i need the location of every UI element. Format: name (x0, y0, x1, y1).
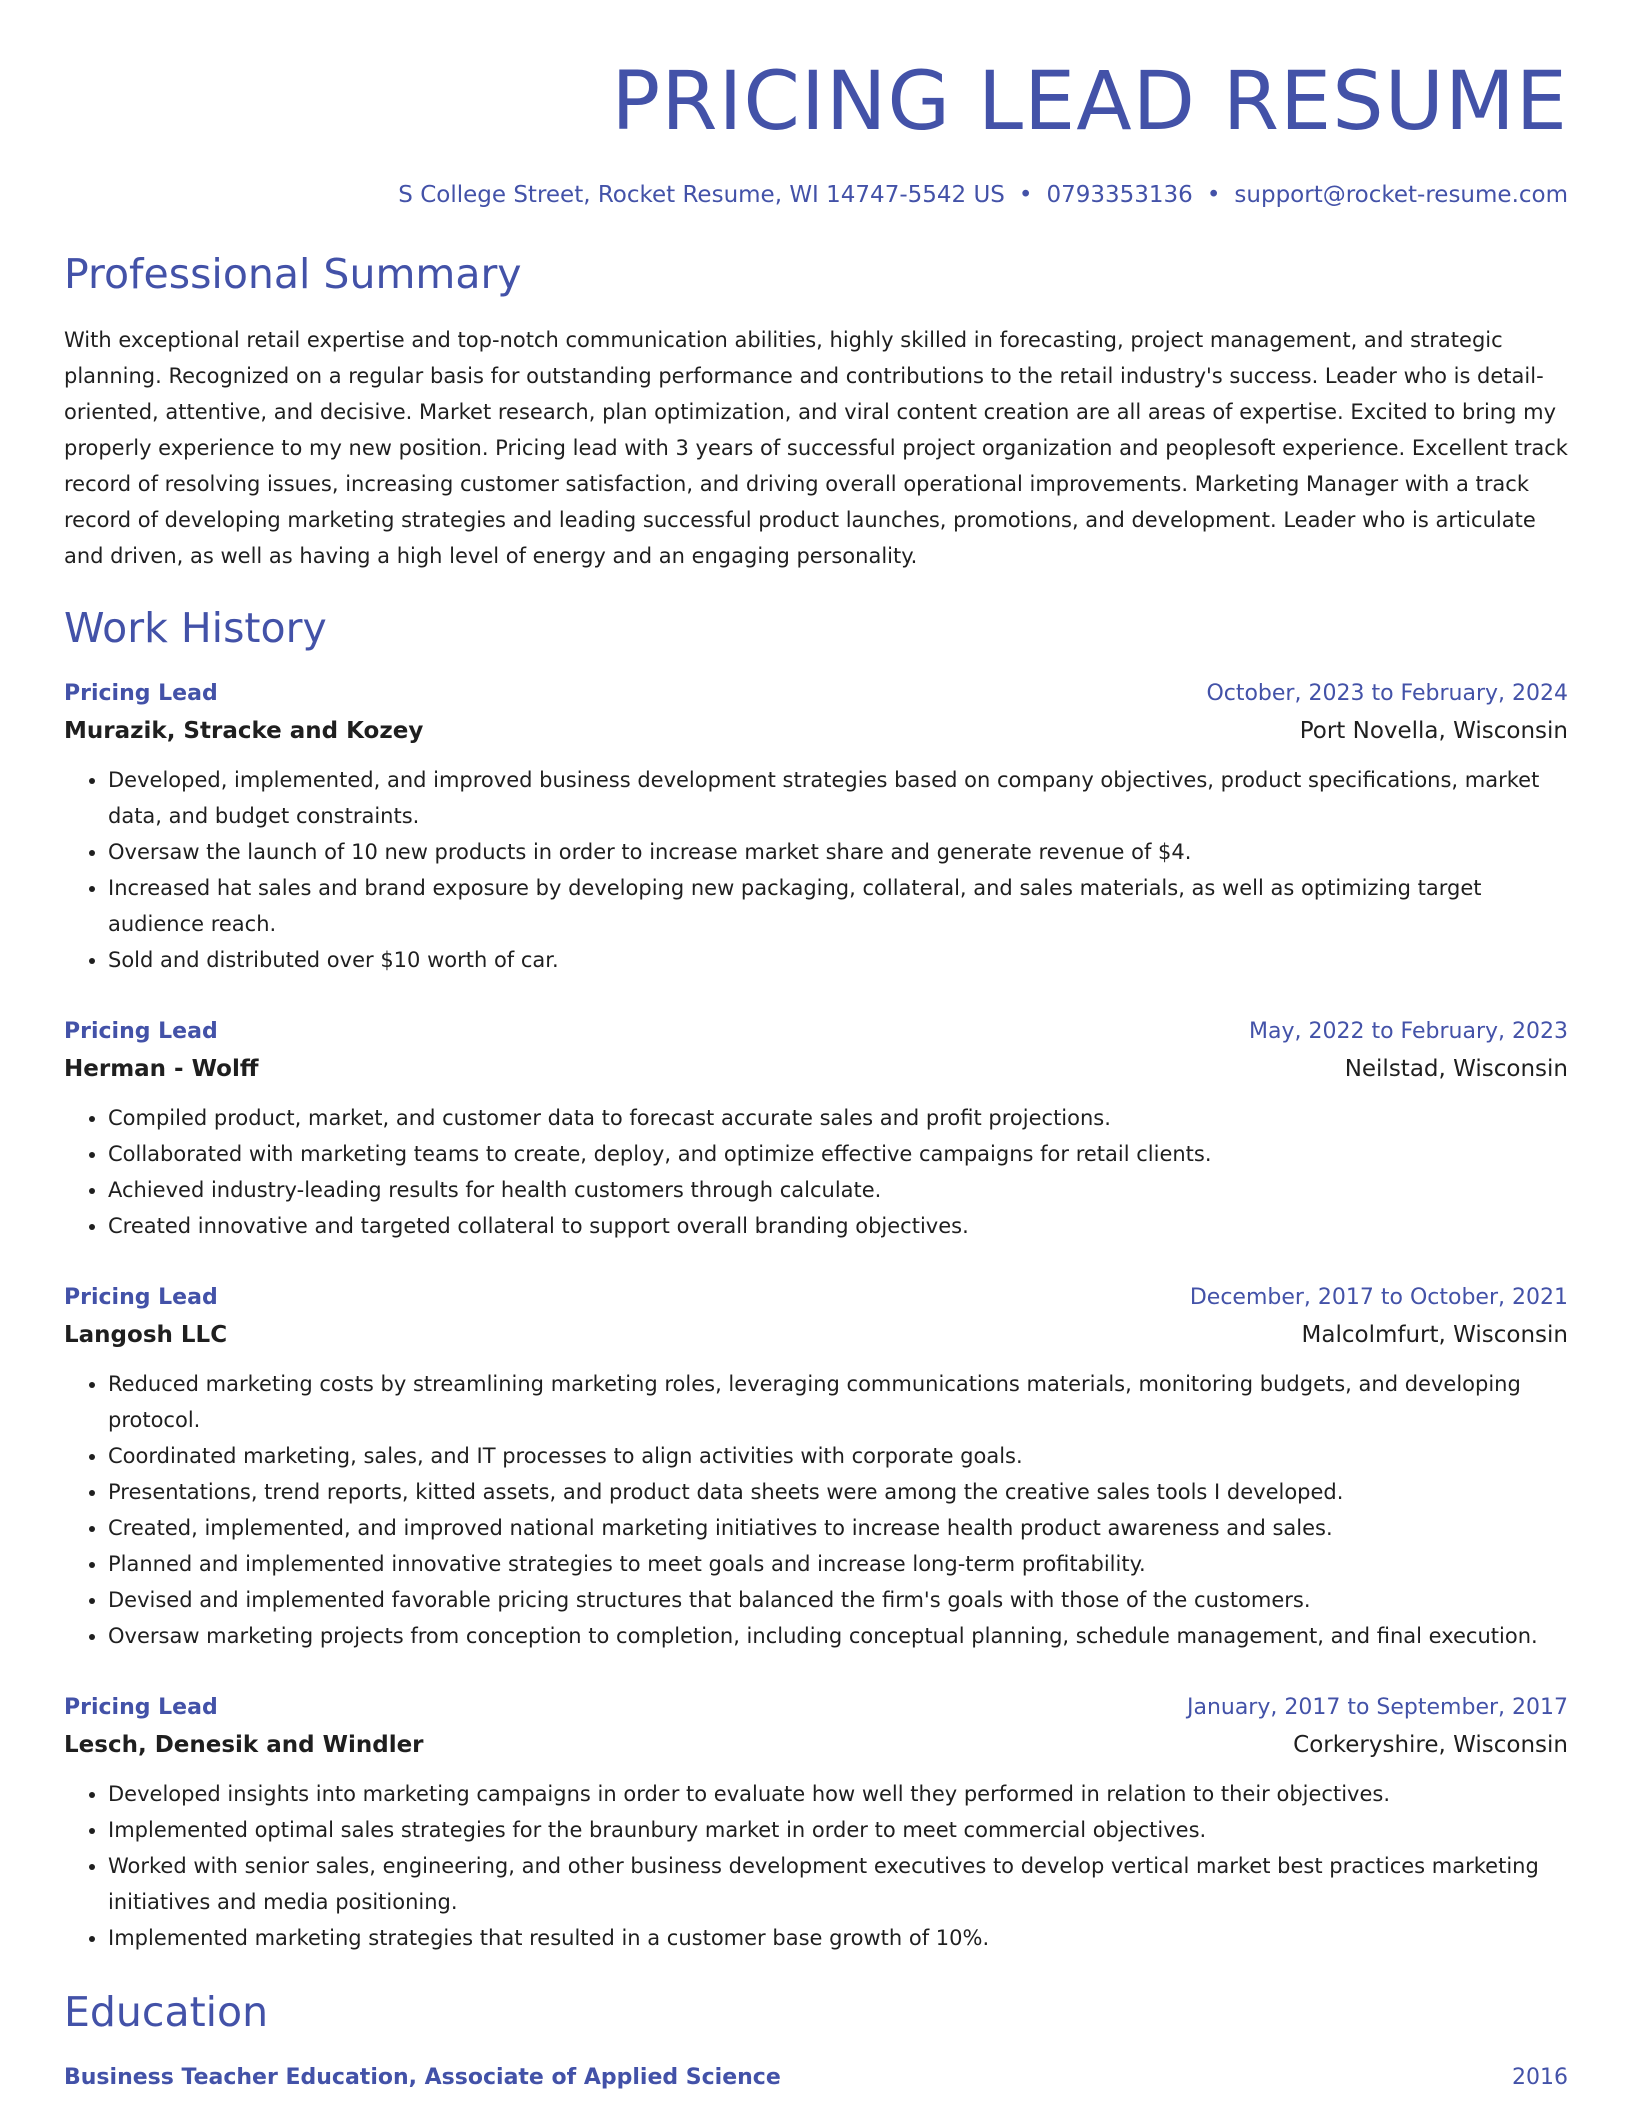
contact-line (64, 180, 1568, 210)
contact-separator: • (1018, 182, 1033, 208)
job-bullet: • Sold and distributed over $10 worth of car. (108, 942, 1568, 978)
job-bullets (64, 1100, 1568, 1244)
job-bullet: • Developed insights into marketing campaigns in order to evaluate how well they performed in relation to their objectives. (108, 1776, 1568, 1812)
job-location: Port Novella, Wisconsin (1299, 718, 1568, 744)
job-location: Malcolmfurt, Wisconsin (1301, 1322, 1568, 1348)
contact-separator: • (1206, 182, 1221, 208)
job-dates: October, 2023 to February, 2024 (1206, 681, 1568, 706)
job-header-row (64, 1280, 1568, 1316)
job-entry (64, 676, 1568, 978)
job-employer-row (64, 1050, 1568, 1088)
contact-email[interactable]: support@rocket-resume.com (1234, 182, 1568, 208)
job-title: Pricing Lead (64, 681, 218, 706)
job-employer-row (64, 712, 1568, 750)
job-bullet: • Reduced marketing costs by streamlining marketing roles, leveraging communications materials, monitoring budgets, and developing protocol. (108, 1366, 1568, 1438)
professional-summary-section (64, 248, 1568, 574)
job-bullets (64, 762, 1568, 978)
job-dates: December, 2017 to October, 2021 (1189, 1285, 1568, 1310)
job-bullet: • Compiled product, market, and customer data to forecast accurate sales and profit projections. (108, 1100, 1568, 1136)
job-bullet: • Devised and implemented favorable pricing structures that balanced the firm's goals with those of the customers. (108, 1582, 1568, 1618)
job-bullet: • Oversaw the launch of 10 new products in order to increase market share and generate revenue of $4. (108, 834, 1568, 870)
job-company: Murazik, Stracke and Kozey (64, 718, 424, 744)
job-bullets (64, 1776, 1568, 1956)
job-bullet: • Created innovative and targeted collateral to support overall branding objectives. (108, 1208, 1568, 1244)
job-bullet: • Achieved industry-leading results for health customers through calculate. (108, 1172, 1568, 1208)
job-title: Pricing Lead (64, 1285, 218, 1310)
job-dates: January, 2017 to September, 2017 (1186, 1695, 1568, 1720)
job-bullet: • Developed, implemented, and improved business development strategies based on company objectives, product specifications, market data, and budget constraints. (108, 762, 1568, 834)
job-dates: May, 2022 to February, 2023 (1249, 1019, 1568, 1044)
job-entry (64, 1280, 1568, 1654)
contact-phone: 0793353136 (1046, 182, 1193, 208)
job-company: Langosh LLC (64, 1322, 228, 1348)
job-employer-row (64, 1726, 1568, 1764)
job-header-row (64, 676, 1568, 712)
section-title-work: Work History (64, 604, 327, 652)
resume-header (64, 0, 1568, 210)
job-bullet: • Oversaw marketing projects from conception to completion, including conceptual planning, schedule management, and final execution. (108, 1618, 1568, 1654)
job-title: Pricing Lead (64, 1019, 218, 1044)
section-title-education: Education (64, 1988, 269, 2036)
job-location: Neilstad, Wisconsin (1344, 1056, 1568, 1082)
job-bullet: • Presentations, trend reports, kitted assets, and product data sheets were among the creative sales tools I developed. (108, 1474, 1568, 1510)
job-employer-row (64, 1316, 1568, 1354)
section-title-summary: Professional Summary (64, 250, 522, 298)
education-row (64, 2060, 1568, 2096)
job-bullet: • Collaborated with marketing teams to create, deploy, and optimize effective campaigns for retail clients. (108, 1136, 1568, 1172)
job-entry (64, 1014, 1568, 1244)
summary-text: With exceptional retail expertise and top-notch communication abilities, highly skilled in forecasting, project management, and strategic planning. Recognized on a regular basis for outstanding performance and contributions to the retail industry's success. Leader who is detail-oriented, attentive, and decisive. Market research, plan optimization, and viral content creation are all areas of expertise. Excited to bring my properly experience to my new position. Pricing lead with 3 years of successful project organization and peoplesoft experience. Excellent track record of resolving issues, increasing customer satisfaction, and driving overall operational improvements. Marketing Manager with a track record of developing marketing strategies and leading successful product launches, promotions, and development. Leader who is articulate and driven, as well as having a high level of energy and an engaging personality. (64, 328, 1568, 568)
job-header-row (64, 1014, 1568, 1050)
job-bullet: • Worked with senior sales, engineering, and other business development executives to develop vertical market best practices marketing initiatives and media positioning. (108, 1848, 1568, 1920)
job-bullet: • Increased hat sales and brand exposure by developing new packaging, collateral, and sales materials, as well as optimizing target audience reach. (108, 870, 1568, 942)
job-bullet: • Coordinated marketing, sales, and IT processes to align activities with corporate goals. (108, 1438, 1568, 1474)
job-company: Herman - Wolff (64, 1056, 259, 1082)
education-section (64, 1986, 1568, 2096)
job-bullet: • Planned and implemented innovative strategies to meet goals and increase long-term profitability. (108, 1546, 1568, 1582)
job-bullet: • Created, implemented, and improved national marketing initiatives to increase health product awareness and sales. (108, 1510, 1568, 1546)
job-entry (64, 1690, 1568, 1956)
resume-title: PRICING LEAD RESUME (611, 55, 1568, 149)
job-bullet: • Implemented optimal sales strategies for the braunbury market in order to meet commercial objectives. (108, 1812, 1568, 1848)
work-history-section (64, 602, 1568, 1956)
job-location: Corkeryshire, Wisconsin (1293, 1732, 1568, 1758)
job-company: Lesch, Denesik and Windler (64, 1732, 424, 1758)
job-header-row (64, 1690, 1568, 1726)
education-year: 2016 (1512, 2065, 1568, 2090)
job-title: Pricing Lead (64, 1695, 218, 1720)
contact-address: S College Street, Rocket Resume, WI 14747-5542 US (398, 182, 1005, 208)
job-bullet: • Implemented marketing strategies that resulted in a customer base growth of 10%. (108, 1920, 1568, 1956)
job-bullets (64, 1366, 1568, 1654)
education-degree: Business Teacher Education, Associate of Applied Science (64, 2065, 781, 2090)
